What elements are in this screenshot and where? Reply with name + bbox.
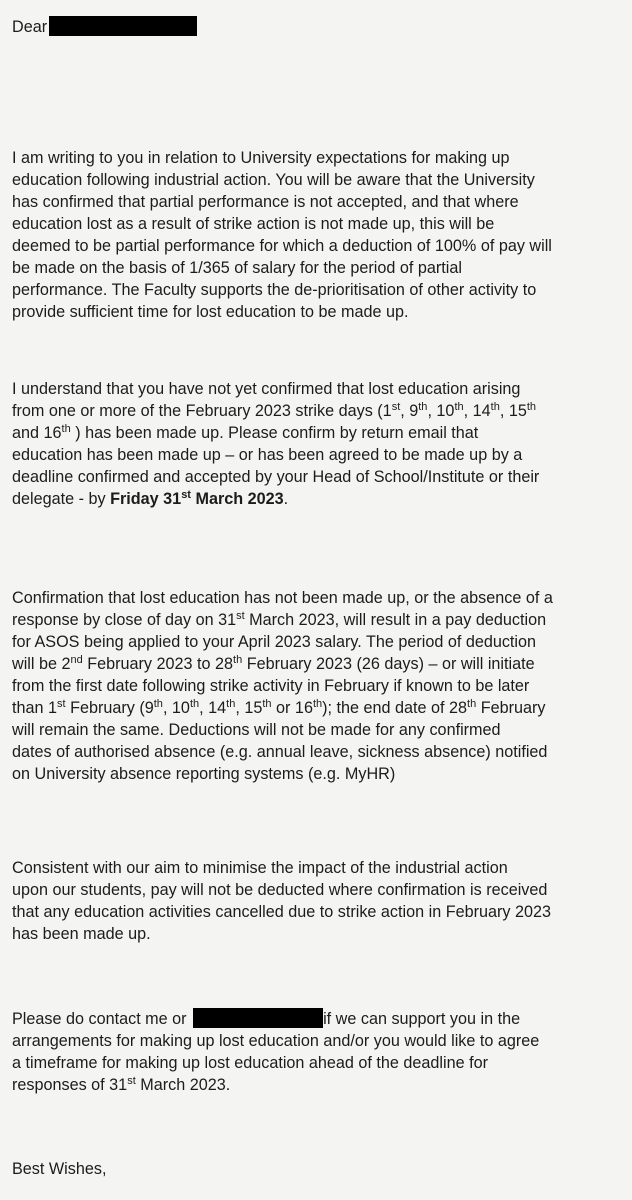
text-line: arrangements for making up lost education and/or you would like to agree — [12, 1032, 540, 1050]
text-line: be made on the basis of 1/365 of salary for the period of partial — [12, 259, 462, 277]
text-line: than 1st February (9th, 10th, 14th, 15th or 16th); the end date of 28th February — [12, 698, 546, 717]
closing — [12, 1158, 624, 1180]
text-line: Please do contact me or if we can support you in the — [12, 1010, 521, 1028]
text-line: performance. The Faculty supports the de-prioritisation of other activity to — [12, 281, 537, 299]
text-line: responses of 31st March 2023. — [12, 1075, 231, 1094]
text-line: education following industrial action. You will be aware that the University — [12, 171, 535, 189]
text-line: I am writing to you in relation to University expectations for making up — [12, 149, 510, 167]
paragraph-confirm-made-up — [12, 378, 624, 510]
text-line: that any education activities cancelled due to strike action in February 2023 — [12, 903, 552, 921]
text-line: Confirmation that lost education has not been made up, or the absence of a — [12, 589, 553, 607]
paragraph-partial-performance — [12, 147, 624, 323]
text-line: from one or more of the February 2023 strike days (1st, 9th, 10th, 14th, 15th — [12, 401, 537, 420]
text-line: on University absence reporting systems (e.g. MyHR) — [12, 765, 396, 783]
text-line: Consistent with our aim to minimise the impact of the industrial action — [12, 859, 508, 877]
text-line: dates of authorised absence (e.g. annual leave, sickness absence) notified — [12, 743, 548, 761]
deadline-date: Friday 31st March 2023 — [110, 489, 284, 508]
text-line: education lost as a result of strike action is not made up, this will be — [12, 215, 495, 233]
salutation — [12, 16, 624, 38]
text-line: upon our students, pay will not be deducted where confirmation is received — [12, 881, 548, 899]
text-line: will remain the same. Deductions will not be made for any confirmed — [12, 721, 501, 739]
text-line: for ASOS being applied to your April 2023 salary. The period of deduction — [12, 633, 537, 651]
paragraph-student-impact — [12, 857, 624, 945]
closing-text: Best Wishes, — [12, 1160, 107, 1178]
text-line: I understand that you have not yet confirmed that lost education arising — [12, 380, 521, 398]
text-line: education has been made up – or has been agreed to be made up by a — [12, 446, 523, 464]
text-line: a timeframe for making up lost education ahead of the deadline for — [12, 1054, 489, 1072]
text-line: deemed to be partial performance for which a deduction of 100% of pay will — [12, 237, 552, 255]
redacted-contact-name — [193, 1008, 323, 1028]
paragraph-deduction-terms — [12, 587, 624, 785]
text-line: has been made up. — [12, 925, 151, 943]
text-line: provide sufficient time for lost education to be made up. — [12, 303, 409, 321]
paragraph-contact — [12, 1008, 624, 1096]
text-line: delegate - by Friday 31st March 2023. — [12, 489, 289, 508]
text-line: from the first date following strike activity in February if known to be later — [12, 677, 530, 695]
redacted-recipient-name — [49, 16, 197, 36]
text-line: will be 2nd February 2023 to 28th February 2023 (26 days) – or will initiate — [12, 654, 535, 673]
text-line: response by close of day on 31st March 2023, will result in a pay deduction — [12, 610, 547, 629]
text-line: deadline confirmed and accepted by your Head of School/Institute or their — [12, 468, 540, 486]
text-line: and 16th ) has been made up. Please confirm by return email that — [12, 423, 479, 442]
text-line: has confirmed that partial performance is not accepted, and that where — [12, 193, 519, 211]
salutation-text: Dear — [12, 18, 48, 36]
